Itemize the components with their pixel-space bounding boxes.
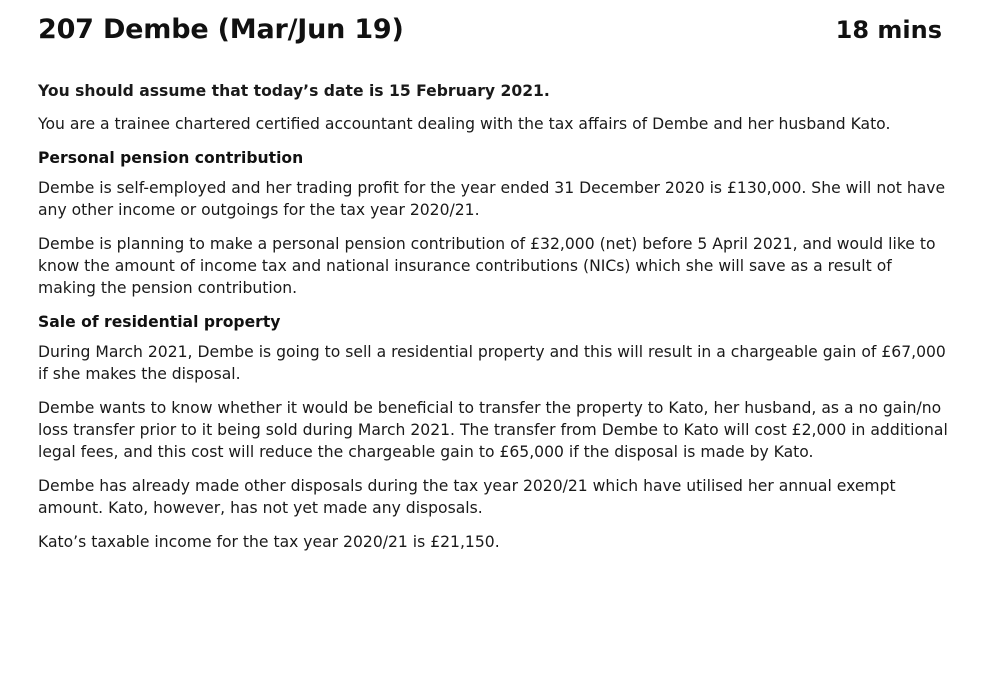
pension-paragraph-2: Dembe is planning to make a personal pension contribution of £32,000 (net) before 5 April 2021, and would like to know the amount of income tax and national insurance contributions (NICs) which she will save as a result of making the pension contribution. — [38, 235, 936, 297]
property-paragraph-4: Kato’s taxable income for the tax year 2020/21 is £21,150. — [38, 533, 500, 551]
question-title: 207 Dembe (Mar/Jun 19) — [38, 14, 404, 45]
question-duration: 18 mins — [835, 16, 942, 44]
section-heading-pension: Personal pension contribution — [38, 149, 304, 167]
context-paragraph: You are a trainee chartered certified accountant dealing with the tax affairs of Dembe and her husband Kato. — [38, 115, 891, 133]
intro-statement: You should assume that today’s date is 15 February 2021. — [38, 82, 550, 100]
question-body — [38, 80, 948, 565]
pension-paragraph-1: Dembe is self-employed and her trading profit for the year ended 31 December 2020 is £130,000. She will not have any other income or outgoings for the tax year 2020/21. — [38, 179, 946, 219]
section-heading-property: Sale of residential property — [38, 313, 281, 331]
property-paragraph-3: Dembe has already made other disposals during the tax year 2020/21 which have utilised her annual exempt amount. Kato, however, has not yet made any disposals. — [38, 477, 896, 517]
property-paragraph-1: During March 2021, Dembe is going to sell a residential property and this will result in a chargeable gain of £67,000 if she makes the disposal. — [38, 343, 946, 383]
property-paragraph-2: Dembe wants to know whether it would be beneficial to transfer the property to Kato, her husband, as a no gain/no loss transfer prior to it being sold during March 2021. The transfer from Dembe to Kato will cost £2,000 in additional legal fees, and this cost will reduce the chargeable gain to £65,000 if the disposal is made by Kato. — [38, 399, 948, 461]
question-header — [38, 14, 942, 58]
